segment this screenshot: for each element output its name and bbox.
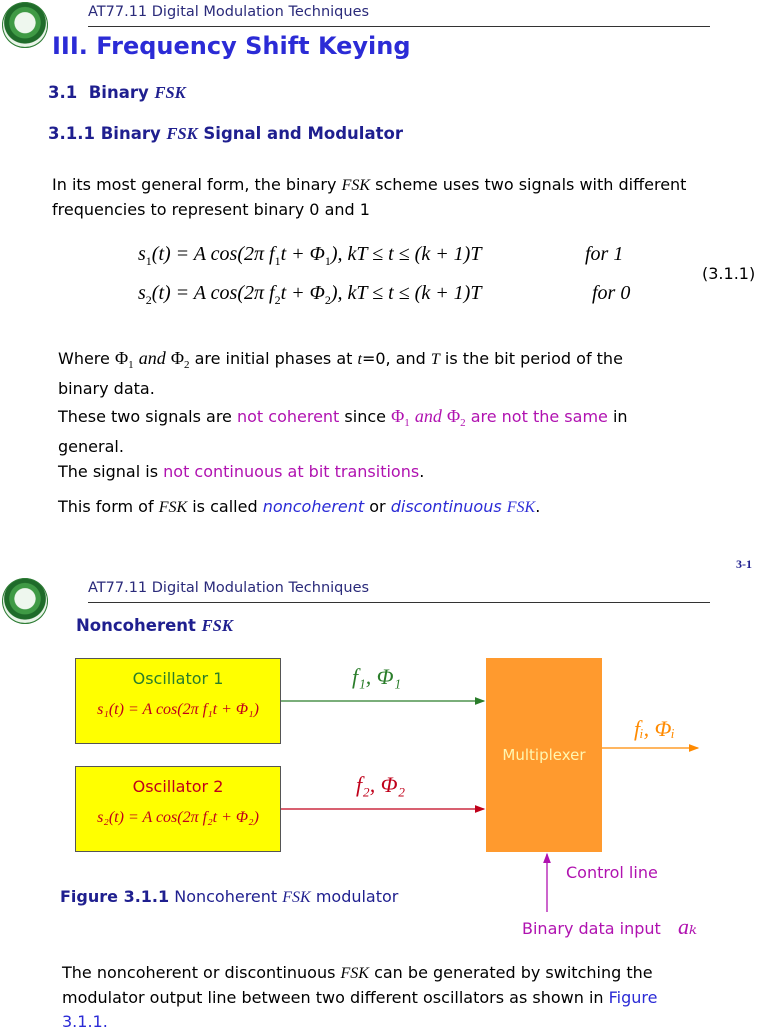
form-discontinuous: discontinuous <box>390 497 502 516</box>
closing-paragraph <box>62 961 752 1034</box>
where-and: and <box>138 348 166 368</box>
continuity-paragraph <box>58 460 424 484</box>
coh-text-c: since <box>344 407 386 426</box>
coh-text-f: general. <box>58 437 124 457</box>
coh-text-a: These two signals are <box>58 407 232 426</box>
cont-text-a: The signal is <box>58 462 159 481</box>
header-divider <box>88 26 710 27</box>
control-line-label: Control line <box>566 863 658 882</box>
equation-number: (3.1.1) <box>702 264 756 283</box>
multiplexer-label: Multiplexer <box>502 746 586 764</box>
where-T: T <box>430 351 440 368</box>
eq2-s-sub: 2 <box>145 293 152 307</box>
course-header: AT77.11 Digital Modulation Techniques <box>88 4 370 20</box>
cont-highlight: not continuous at bit transitions <box>163 462 420 481</box>
where-phi-2: Φ <box>170 348 184 368</box>
figure-caption-fsk: FSK <box>282 889 311 906</box>
where-paragraph: Where $\Phi_1$ and $\Phi_2$ are initial phases at t=0, and T is the bit period of the binary data. <box>58 348 623 399</box>
oscillator-2-equation: s₂(t) = A cos(2π f₂t + Φ₂) <box>97 809 259 826</box>
equation-line-2 <box>138 282 481 308</box>
eq1-mid: t + Φ <box>280 243 325 265</box>
eq2-body: (t) = A cos(2π f <box>151 282 275 304</box>
figure-link-number[interactable]: 3.1.1. <box>62 1012 108 1031</box>
where-text-a: Where <box>58 349 110 368</box>
eq1-phi-sub: 1 <box>324 254 331 268</box>
where-text-e: binary data. <box>58 379 155 399</box>
subsection-number: 3.1.1 Binary <box>48 124 161 143</box>
figure-label: Figure 3.1.1 <box>60 887 170 906</box>
para-fsk: FSK <box>340 965 369 982</box>
form-fsk-2: FSK <box>506 499 536 516</box>
signal-2-label: f₂, Φ₂ <box>356 772 406 797</box>
form-fsk: FSK <box>158 499 188 516</box>
subsection-heading <box>48 124 403 144</box>
form-text-b: is called <box>192 497 258 516</box>
section-fsk: FSK <box>154 83 186 102</box>
figure-link[interactable]: Figure <box>608 988 658 1007</box>
ak-symbol: aₖ <box>678 914 698 939</box>
section-heading <box>48 83 186 103</box>
subsection-fsk: FSK <box>166 124 198 143</box>
heading-text: Noncoherent <box>76 616 196 635</box>
eq1-f-sub: 1 <box>274 254 281 268</box>
institute-logo <box>2 2 48 48</box>
where-text-d: is the bit period of the <box>444 349 623 368</box>
equation-line-1 <box>138 243 481 269</box>
eq2-mid: t + Φ <box>280 282 325 304</box>
section-word: Binary <box>88 83 149 102</box>
subsection-rest: Signal and Modulator <box>203 124 403 143</box>
output-signal-label: fᵢ, Φᵢ <box>634 716 675 741</box>
eq1-body: (t) = A cos(2π f <box>151 243 275 265</box>
eq2-phi-sub: 2 <box>324 293 331 307</box>
signal-1-label: f₁, Φ₁ <box>352 664 402 689</box>
para-text-c: modulator output line between two different oscillators as shown in <box>62 988 604 1007</box>
intro-text-c: frequencies to represent binary 0 and 1 <box>52 200 370 219</box>
intro-text-b: scheme uses two signals with different <box>375 175 687 194</box>
oscillator-1-label: Oscillator 1 <box>132 669 224 688</box>
figure-caption-b: modulator <box>315 887 399 906</box>
where-phi-1: Φ <box>114 348 129 368</box>
figure-caption-a: Noncoherent <box>174 887 278 906</box>
cont-period: . <box>419 462 425 481</box>
heading-fsk: FSK <box>201 616 233 635</box>
eq2-s: s <box>138 282 146 304</box>
coherence-paragraph: These two signals are not coherent since $\Phi_1$ and $\Phi_2$ are not the same in general. <box>58 406 628 457</box>
eq2-f-sub: 2 <box>274 293 281 307</box>
coh-phi-1: Φ <box>391 406 405 426</box>
course-header-2: AT77.11 Digital Modulation Techniques <box>88 580 370 596</box>
form-noncoherent: noncoherent <box>262 497 365 516</box>
coh-text-e: in <box>612 407 628 426</box>
where-text-b: are initial phases at <box>194 349 353 368</box>
eq1-s-sub: 1 <box>145 254 152 268</box>
coh-not-coherent: not coherent <box>236 407 340 426</box>
form-paragraph <box>58 495 540 520</box>
para-text-a: The noncoherent or discontinuous <box>62 963 336 982</box>
where-text-c: =0, and <box>361 349 426 368</box>
coh-phi-2: Φ <box>446 406 461 426</box>
form-or: or <box>369 497 386 516</box>
coh-not-same: are not the same <box>470 407 608 426</box>
eq1-condition-for: for 1 <box>585 243 624 265</box>
oscillator-2-label: Oscillator 2 <box>132 777 224 796</box>
coh-and: and <box>414 406 442 426</box>
intro-fsk: FSK <box>341 177 371 194</box>
slide-title: III. Frequency Shift Keying <box>52 32 411 60</box>
intro-paragraph <box>52 173 752 222</box>
oscillator-1-equation: s₁(t) = A cos(2π f₁t + Φ₁) <box>97 701 259 718</box>
figure-caption <box>60 887 398 907</box>
form-period: . <box>535 497 541 516</box>
eq2-cond: ), kT ≤ t ≤ (k + 1)T <box>330 282 482 304</box>
form-text-a: This form of <box>58 497 154 516</box>
where-t: t <box>357 351 362 368</box>
binary-data-input-label: Binary data input <box>522 919 661 938</box>
para-text-b: can be generated by switching the <box>374 963 653 982</box>
section-number: 3.1 <box>48 83 78 102</box>
page-number: 3-1 <box>736 557 752 571</box>
eq2-condition-for: for 0 <box>592 282 631 304</box>
eq1-s: s <box>138 243 146 265</box>
eq1-cond: ), kT ≤ t ≤ (k + 1)T <box>330 243 482 265</box>
intro-text-a: In its most general form, the binary <box>52 175 337 194</box>
